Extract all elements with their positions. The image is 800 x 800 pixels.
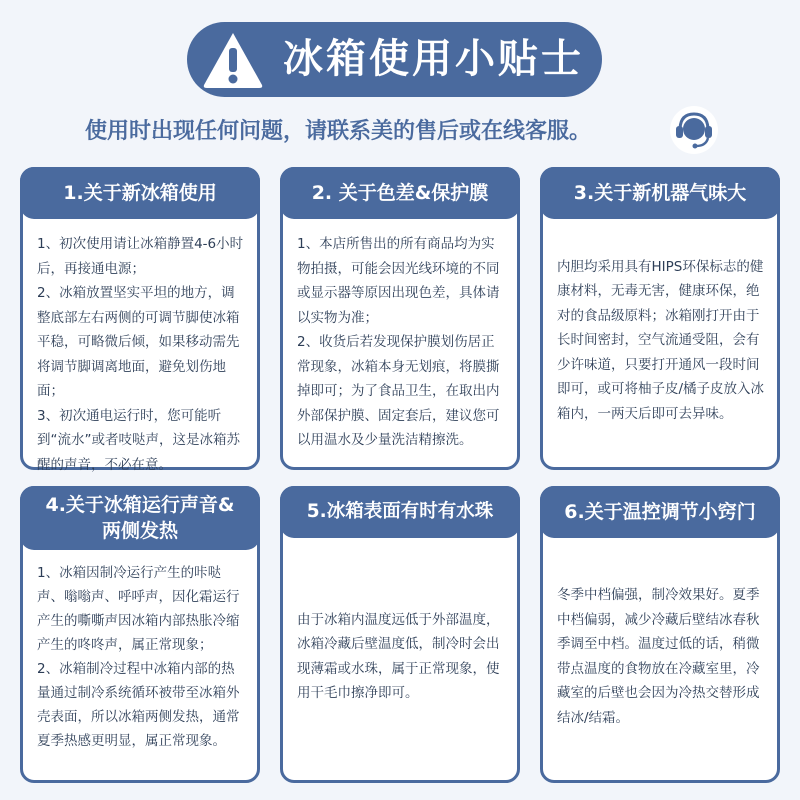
card-title: 2. 关于色差&保护膜 — [280, 167, 520, 219]
card-body — [557, 222, 767, 459]
card-text: 1、本店所售出的所有商品均为实物拍摄，可能会因光线环境的不同或显示器等原因出现色差，具体请以实物为准； 2、收货后若发现保护膜划伤居正常现象，冰箱本身无划痕，将膜撕掉即可；为了食品卫生，在取出内外部保护膜、固定套后，建议您可以用温水及少量洗洁精擦洗。 — [297, 236, 500, 448]
tip-card-noise-heat — [20, 486, 260, 783]
card-body — [37, 561, 247, 753]
card-title: 1.关于新冰箱使用 — [20, 167, 260, 219]
title-banner — [187, 22, 602, 97]
warning-triangle-icon — [201, 28, 265, 92]
card-text: 冬季中档偏强，制冷效果好。夏季中档偏弱，减少冷藏后壁结冰春秋季调至中档。温度过低的话，稍微带点温度的食物放在冷藏室里，冷藏室的后壁也会因为冷热交替形成结冰/结霜。 — [557, 587, 760, 726]
tip-card-odor — [540, 167, 780, 470]
tip-card-temperature — [540, 486, 780, 783]
card-body — [37, 232, 247, 477]
tip-card-color-film — [280, 167, 520, 470]
card-title: 3.关于新机器气味大 — [540, 167, 780, 219]
subtitle: 使用时出现任何问题，请联系美的售后或在线客服。 — [85, 119, 592, 144]
card-text: 由于冰箱内温度远低于外部温度，冰箱冷藏后壁温度低，制冷时会出现薄霜或水珠，属于正常现象，使用干毛巾擦净即可。 — [297, 611, 500, 701]
tip-card-water-drops — [280, 486, 520, 783]
card-title: 5.冰箱表面有时有水珠 — [280, 486, 520, 538]
card-text: 内胆均采用具有HIPS环保标志的健康材料，无毒无害，健康环保，绝对的食品级原料；冰箱刚打开由于长时间密封，空气流通受阻，会有少许味道，只要打开通风一段时间即可，或可将柚子皮/橘子皮放入冰箱内，一两天后即可去异味。 — [557, 258, 765, 422]
headset-icon — [668, 104, 720, 156]
card-body — [297, 232, 507, 453]
card-title: 4.关于冰箱运行声音&两侧发热 — [20, 486, 260, 550]
card-body — [557, 541, 767, 772]
card-body — [297, 541, 507, 772]
card-text: 1、初次使用请让冰箱静置4-6小时后，再接通电源； 2、冰箱放置坚实平坦的地方，调整底部左右两侧的可调节脚使冰箱平稳，可略微后倾，如果移动需先将调节脚调离地面，避免划伤地面； 3、初次通电运行时，您可能听到“流水”或者吱哒声，这是冰箱苏醒的声音，不必在意。 — [37, 236, 244, 473]
page-title: 冰箱使用小贴士 — [283, 36, 584, 82]
card-text: 1、冰箱因制冷运行产生的咔哒声、嗡嗡声、呼呼声，因化霜运行产生的嘶嘶声因冰箱内部热胀冷缩产生的咚咚声，属正常现象； 2、冰箱制冷过程中冰箱内部的热量通过制冷系统循环被带至冰箱外壳表面，所以冰箱两侧发热，通常夏季热感更明显，属正常现象。 — [37, 565, 240, 749]
card-title: 6.关于温控调节小窍门 — [540, 486, 780, 538]
tip-card-new-fridge — [20, 167, 260, 473]
